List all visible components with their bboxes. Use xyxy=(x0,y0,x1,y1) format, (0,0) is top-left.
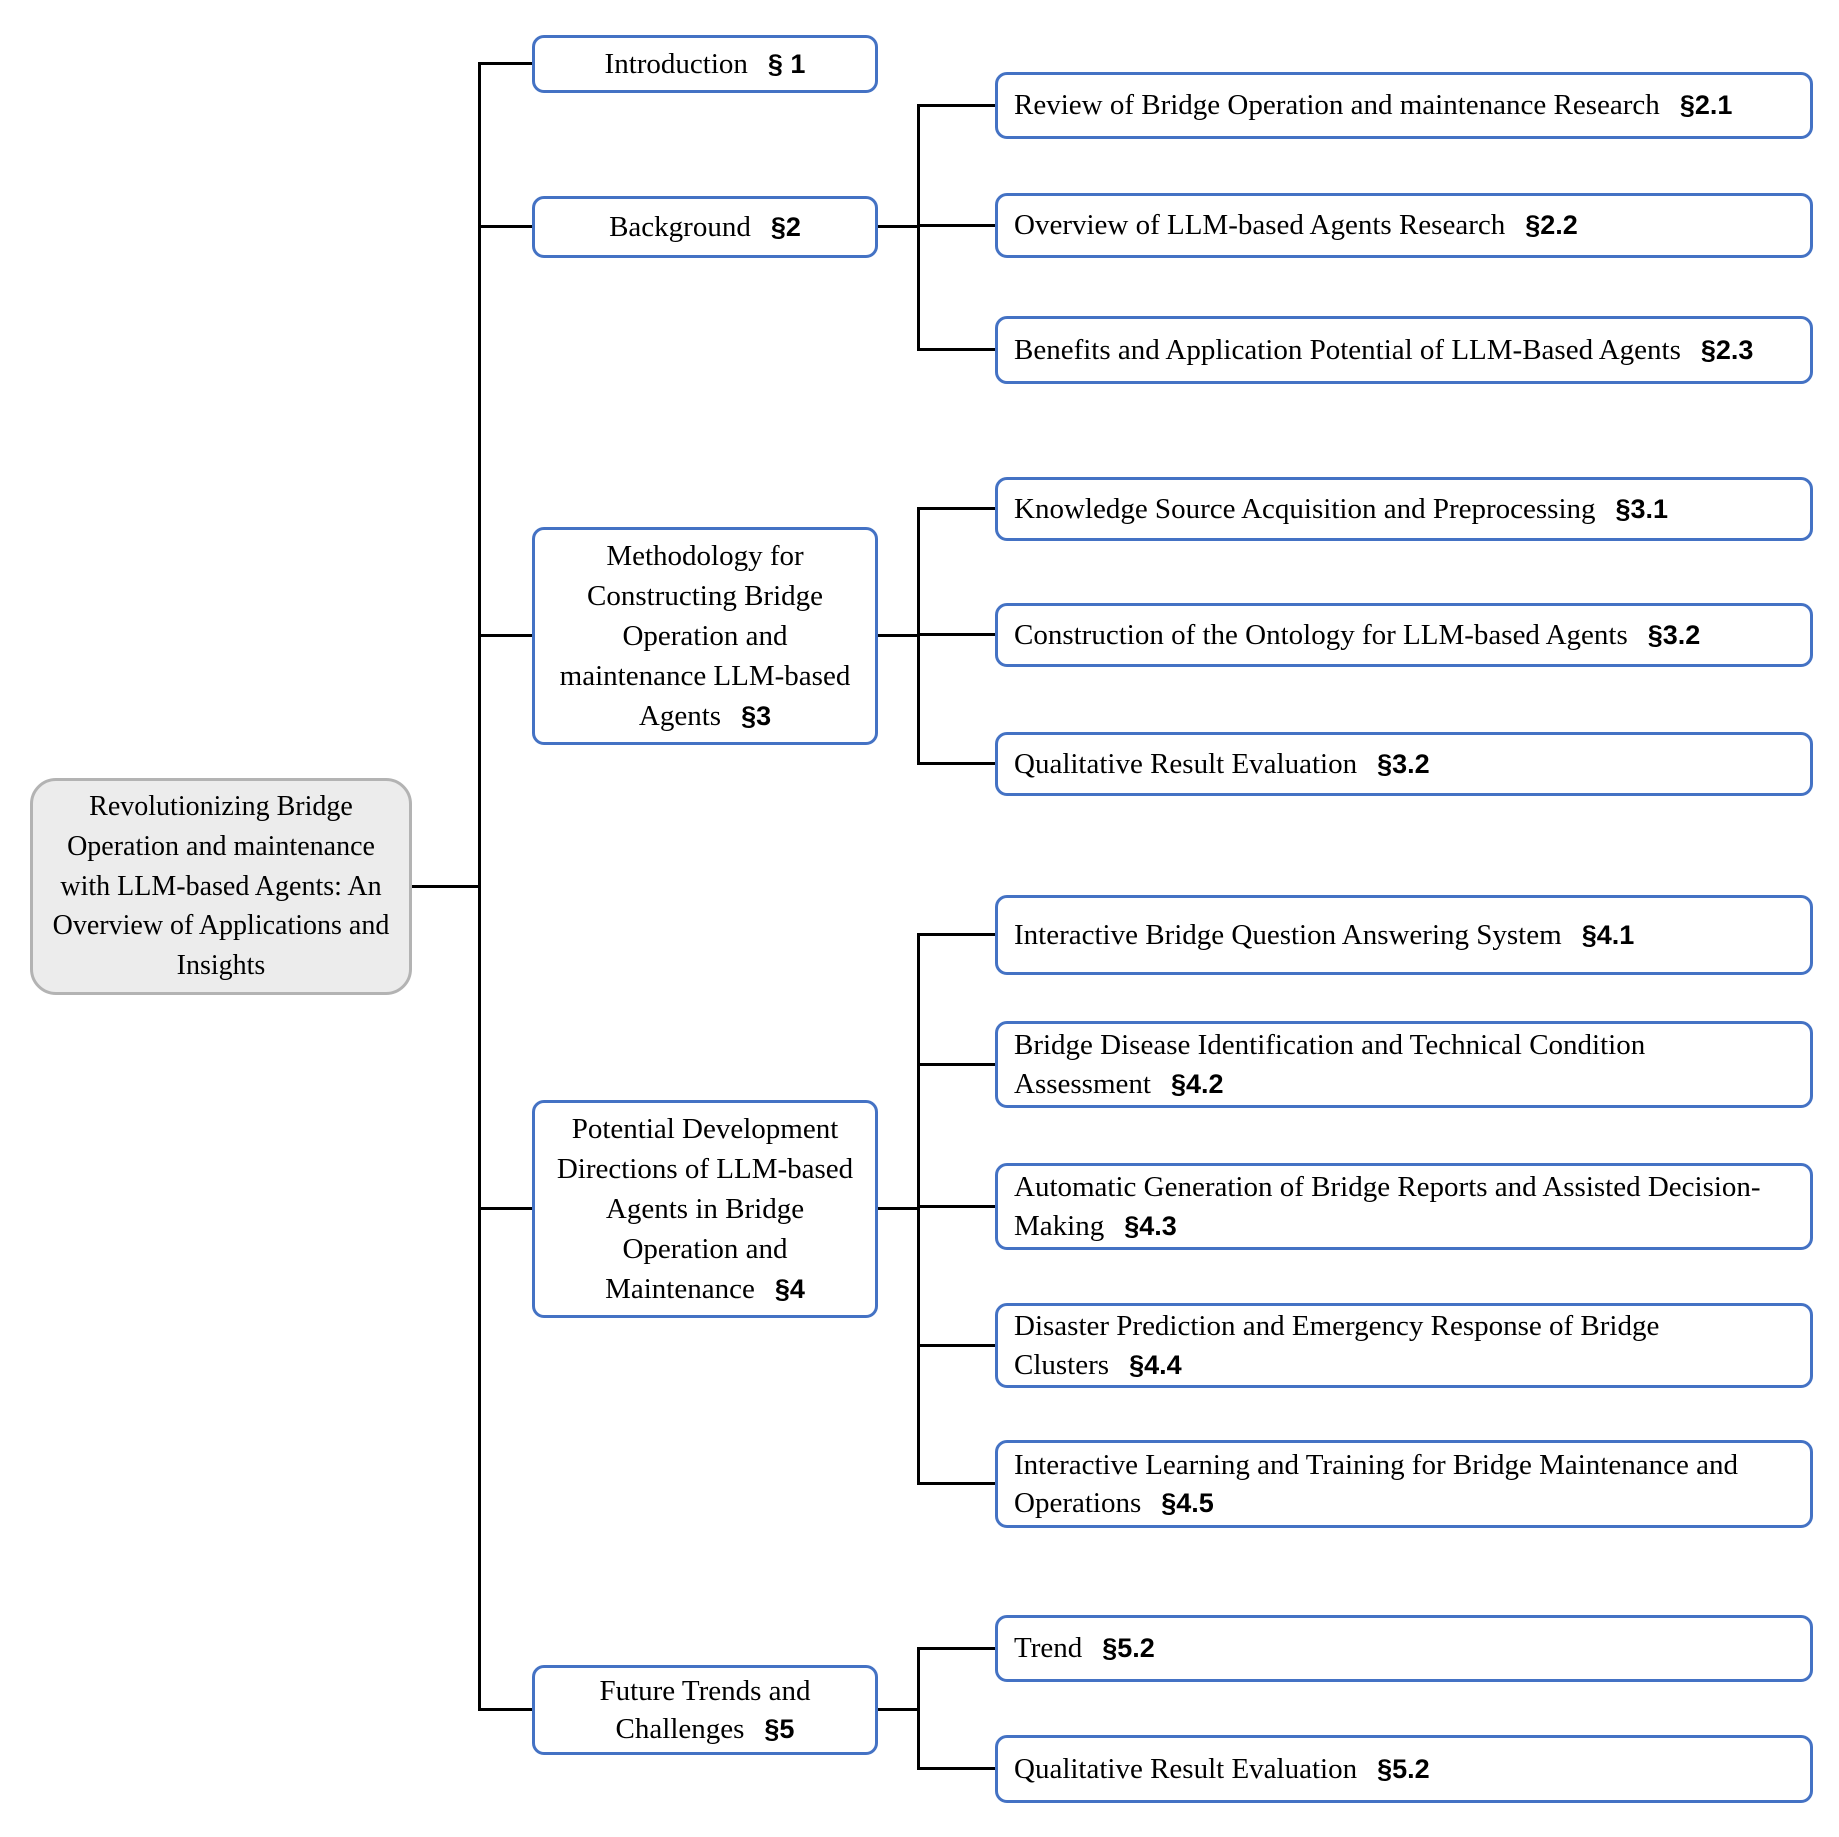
connector-child-stub xyxy=(920,104,995,107)
node-text xyxy=(547,1672,863,1749)
section-ref: §5.2 xyxy=(1102,1633,1155,1664)
subsection-node-2-1 xyxy=(995,72,1813,139)
section-node-background xyxy=(532,196,878,258)
node-label: Benefits and Application Potential of LLM-Based Agents xyxy=(1014,333,1681,366)
subsection-node-5-2 xyxy=(995,1735,1813,1803)
connector-section-stub xyxy=(481,225,532,228)
connector-group-trunk xyxy=(917,507,920,765)
connector-group-trunk xyxy=(917,1647,920,1770)
node-label: Review of Bridge Operation and maintenance Research xyxy=(1014,89,1660,122)
connector-root-stub xyxy=(412,885,478,888)
subsection-node-3-2b xyxy=(995,732,1813,796)
connector-child-stub xyxy=(920,224,995,227)
connector-child-stub xyxy=(920,507,995,510)
connector-child-stub xyxy=(920,933,995,936)
connector-section-stub xyxy=(481,1708,532,1711)
section-ref: § 1 xyxy=(767,48,806,79)
section-ref: §4 xyxy=(774,1274,805,1305)
node-label: Future Trends and Challenges xyxy=(599,1674,811,1745)
connector-group-stub xyxy=(878,1207,917,1210)
connector-section-stub xyxy=(481,62,532,65)
section-ref: §2.1 xyxy=(1679,90,1733,121)
node-text xyxy=(1014,745,1430,783)
connector-child-stub xyxy=(920,1205,995,1208)
connector-main-trunk xyxy=(478,62,481,1711)
subsection-node-4-1 xyxy=(995,895,1813,975)
node-text xyxy=(1014,1307,1794,1384)
section-ref: §4.4 xyxy=(1129,1349,1182,1380)
node-label: Construction of the Ontology for LLM-based Agents xyxy=(1014,618,1628,651)
section-ref: §3.2 xyxy=(1377,748,1430,779)
node-label: Overview of LLM-based Agents Research xyxy=(1014,209,1506,242)
section-node-introduction xyxy=(532,35,878,93)
section-ref: §5 xyxy=(764,1714,795,1744)
section-ref: §4.3 xyxy=(1124,1210,1177,1241)
section-ref: §2 xyxy=(770,211,801,242)
node-label: Interactive Bridge Question Answering System xyxy=(1014,918,1562,951)
paper-title-node xyxy=(30,778,412,995)
section-node-methodology xyxy=(532,527,878,745)
node-text xyxy=(1014,490,1668,528)
node-text xyxy=(1014,1026,1794,1103)
node-text xyxy=(1014,1446,1794,1523)
node-text xyxy=(1014,331,1753,369)
section-node-potential-directions xyxy=(532,1100,878,1318)
section-ref: §4.2 xyxy=(1170,1068,1224,1099)
connector-child-stub xyxy=(920,1647,995,1650)
section-ref: §3.2 xyxy=(1647,619,1701,650)
connector-child-stub xyxy=(920,1482,995,1485)
connector-child-stub xyxy=(920,762,995,765)
node-label: Background xyxy=(609,210,751,243)
connector-child-stub xyxy=(920,348,995,351)
node-text xyxy=(1014,206,1578,244)
subsection-node-3-2 xyxy=(995,603,1813,667)
subsection-node-3-1 xyxy=(995,477,1813,541)
subsection-node-2-3 xyxy=(995,316,1813,384)
subsection-node-2-2 xyxy=(995,193,1813,258)
section-ref: §3.1 xyxy=(1615,493,1669,524)
node-text xyxy=(1014,1168,1794,1245)
node-text xyxy=(1014,916,1634,954)
connector-child-stub xyxy=(920,1344,995,1347)
node-text xyxy=(1014,1750,1430,1788)
paper-title: Revolutionizing Bridge Operation and maintenance with LLM-based Agents: An Overview of Applications and Insights xyxy=(52,791,390,982)
section-ref: §5.2 xyxy=(1377,1753,1430,1784)
connector-group-trunk xyxy=(917,933,920,1485)
connector-child-stub xyxy=(920,633,995,636)
connector-group-stub xyxy=(878,1708,917,1711)
node-label: Methodology for Constructing Bridge Operation and maintenance LLM-based Agents xyxy=(559,539,851,733)
node-text xyxy=(547,536,863,736)
subsection-node-4-2 xyxy=(995,1021,1813,1108)
section-node-future-trends xyxy=(532,1665,878,1755)
node-label: Automatic Generation of Bridge Reports and Assisted Decision-Making xyxy=(1014,1171,1761,1242)
connector-section-stub xyxy=(481,1207,532,1210)
node-text xyxy=(1014,1629,1155,1667)
section-ref: §4.5 xyxy=(1161,1488,1214,1518)
node-label: Interactive Learning and Training for Bridge Maintenance and Operations xyxy=(1014,1448,1738,1519)
connector-group-stub xyxy=(878,634,917,637)
connector-group-trunk xyxy=(917,104,920,351)
section-ref: §3 xyxy=(741,701,772,732)
node-label: Bridge Disease Identification and Technical Condition Assessment xyxy=(1014,1029,1646,1100)
node-label: Qualitative Result Evaluation xyxy=(1014,747,1358,780)
node-label: Introduction xyxy=(604,47,748,80)
subsection-node-4-3 xyxy=(995,1163,1813,1250)
node-label: Potential Development Directions of LLM-based Agents in Bridge Operation and Maintenance xyxy=(556,1112,854,1306)
node-text xyxy=(1014,616,1700,654)
node-label: Disaster Prediction and Emergency Response of Bridge Clusters xyxy=(1014,1310,1660,1381)
section-ref: §4.1 xyxy=(1581,919,1635,950)
node-label: Qualitative Result Evaluation xyxy=(1014,1752,1358,1785)
section-ref: §2.2 xyxy=(1525,210,1578,241)
connector-group-stub xyxy=(878,225,917,228)
node-text xyxy=(1014,86,1732,124)
node-label: Knowledge Source Acquisition and Preprocessing xyxy=(1014,492,1596,525)
connector-child-stub xyxy=(920,1063,995,1066)
subsection-node-5-1 xyxy=(995,1615,1813,1682)
node-label: Trend xyxy=(1014,1632,1083,1665)
subsection-node-4-4 xyxy=(995,1303,1813,1388)
node-text xyxy=(605,45,806,83)
connector-child-stub xyxy=(920,1767,995,1770)
connector-section-stub xyxy=(481,634,532,637)
subsection-node-4-5 xyxy=(995,1440,1813,1528)
node-text xyxy=(547,1109,863,1309)
node-text xyxy=(609,208,801,246)
section-ref: §2.3 xyxy=(1700,334,1754,365)
